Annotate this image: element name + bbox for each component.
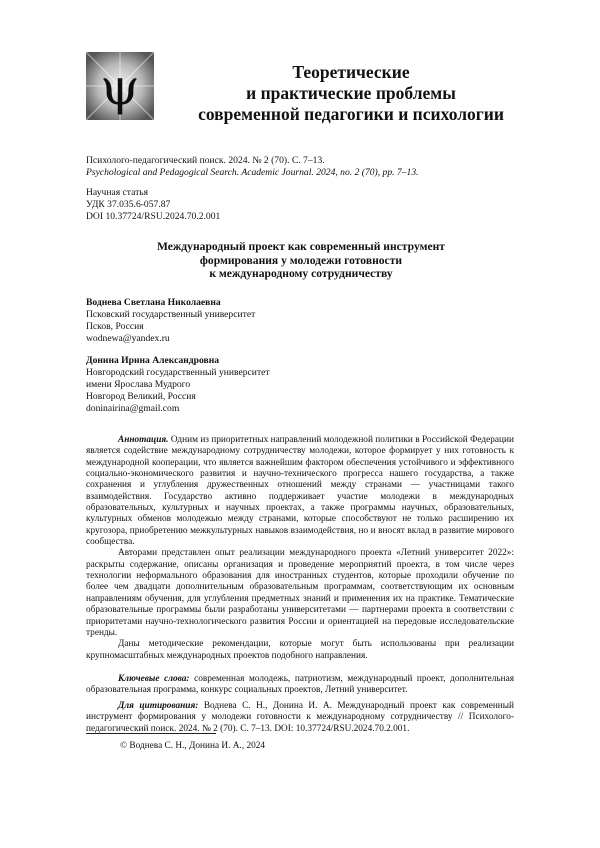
source-ru: Психолого-педагогический поиск. 2024. № 2 (70). С. 7–13. <box>86 155 325 166</box>
doi: DOI 10.37724/RSU.2024.70.2.001 <box>86 211 221 222</box>
keywords-label: Ключевые слова: <box>118 674 190 684</box>
author-affiliation: Псковский государственный университет <box>86 309 256 320</box>
citation-paragraph <box>86 701 514 735</box>
author-name: Воднева Светлана Николаевна <box>86 297 221 308</box>
footnote-divider <box>86 733 216 734</box>
citation <box>86 701 514 735</box>
author-name: Донина Ирина Александровна <box>86 355 220 366</box>
article-title-line: Международный проект как современный инструмент <box>156 240 446 253</box>
abstract-label: Аннотация. <box>118 435 169 445</box>
abstract-paragraph <box>86 435 514 548</box>
svg-text:ψ: ψ <box>100 58 140 116</box>
journal-title-line: современной педагогики и психологии <box>198 104 504 124</box>
journal-title <box>186 62 516 125</box>
author-location: Псков, Россия <box>86 321 144 332</box>
article-type: Научная статья <box>86 187 149 198</box>
udc-code: УДК 37.035.6-057.87 <box>86 199 171 210</box>
abstract-paragraph: Авторами представлен опыт реализации международного проекта «Летний университет 2022»: раскрыты содержание, описаны организация и проведение мероприятий проекта, в том числе через технологии неформального образования для иностранных студентов, которые проходили обучение по более чем двадцати дополнительным образовательным программам, соответствующим их основным направлениям обучения, для углубления предметных знаний и применения их на практике. Тематические образовательные программы были разработаны университетами — партнерами проекта в соответствии с приоритетами научно-технологического развития России и ориентацией на передовые исследовательские тренды. <box>86 548 514 638</box>
journal-title-line: Теоретические <box>292 62 410 82</box>
author-affiliation: имени Ярослава Мудрого <box>86 379 191 390</box>
keywords-paragraph <box>86 674 514 697</box>
article-title-line: к международному сотрудничеству <box>209 267 393 281</box>
citation-label: Для цитирования: <box>118 701 199 711</box>
author-email[interactable]: wodnewa@yandex.ru <box>86 333 170 344</box>
journal-header <box>86 52 600 142</box>
abstract <box>86 435 514 662</box>
author-location: Новгород Великий, Россия <box>86 391 196 402</box>
abstract-paragraph: Даны методические рекомендации, которые могут быть использованы при реализации крупномасштабных международных проектов подобного направления. <box>86 639 514 661</box>
psi-logo-icon <box>86 52 154 120</box>
author-block <box>86 355 270 415</box>
author-affiliation: Новгородский государственный университет <box>86 367 270 378</box>
source-en: Psychological and Pedagogical Search. Academic Journal. 2024, no. 2 (70), pp. 7–13. <box>86 167 419 178</box>
author-block <box>86 297 255 345</box>
abstract-text: Одним из приоритетных направлений молодежной политики в Российской Федерации является содействие международному сотрудничеству молодежи, которое формирует у них готовность к международной кооперации, что является важнейшим фактором обеспечения устойчивого и эффективного социально-экономического развития и научно-технического прогресса нашего государства, а также сохранения и углубления дружественных отношений между странами — участницами такого взаимодействия. Государство активно поддерживает участие молодежи в международных образовательных, культурных и научных проектах, а также программы научных, образовательных, культурных обменов молодежью между странами, которые способствуют не только расширению их кругозора, приобретению межкультурных навыков взаимодействия, но и вносят вклад в развитие мирового сообщества. <box>86 435 514 548</box>
keywords-text: современная молодежь, патриотизм, международный проект, дополнительная образовательная программа, конкурс социальных проектов, Летний университет. <box>86 674 514 696</box>
author-email[interactable]: doninairina@gmail.com <box>86 403 180 414</box>
article-title <box>86 240 516 281</box>
keywords <box>86 674 514 697</box>
article-title-line: формирования у молодежи готовности <box>199 253 403 267</box>
citation-text: Воднева С. Н., Донина И. А. Международный проект как современный инструмент формирования у молодежи готовности к международному сотрудничеству // Психолого-педагогический поиск. 2024. № 2 (70). С. 7–13. DOI: 10.37724/RSU.2024.70.2.001. <box>86 701 515 734</box>
journal-title-line: и практические проблемы <box>246 83 456 103</box>
copyright: © Воднева С. Н., Донина И. А., 2024 <box>120 741 266 751</box>
